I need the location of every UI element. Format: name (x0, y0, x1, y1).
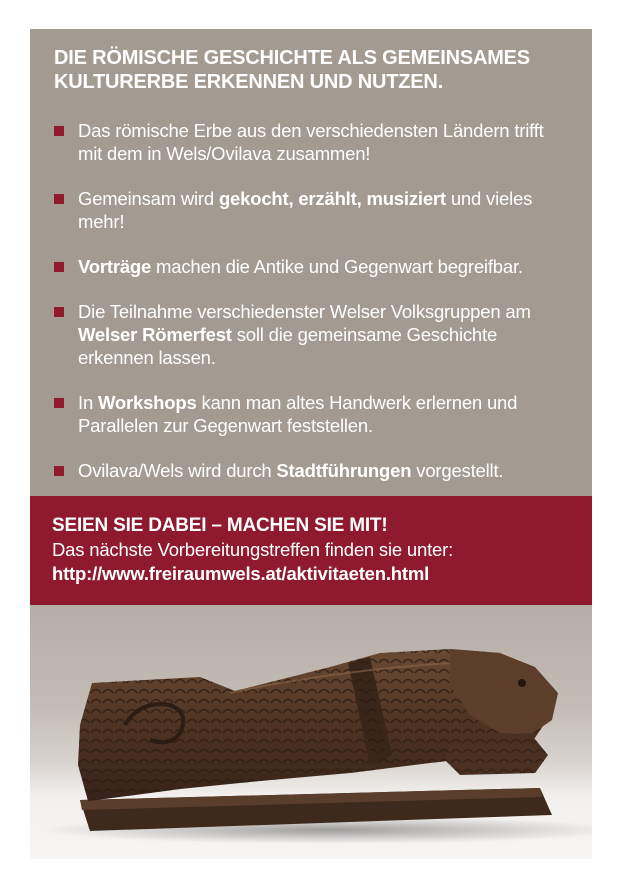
bullet-emphasis: Workshops (97, 392, 197, 413)
bullet-item (52, 187, 572, 233)
carved-lion-image (30, 605, 592, 859)
bullet-text: Die Teilnahme verschiedenster Welser Volksgruppen am (78, 301, 531, 322)
bullet-emphasis: gekocht, erzählt, musiziert (218, 188, 446, 209)
cta-url-link[interactable]: http://www.freiraumwels.at/aktivitaeten.html (52, 563, 430, 584)
bullet-text: kann man altes Handwerk erlernen und Parallelen zur Gegenwart feststellen. (78, 392, 518, 436)
bullet-text: und vieles mehr! (78, 188, 533, 232)
bullet-square-icon (54, 194, 64, 204)
bullet-item (52, 300, 572, 369)
headline (54, 46, 574, 94)
bullet-emphasis: Stadtführungen (276, 460, 412, 481)
bullet-item (52, 255, 572, 278)
headline-line-1: DIE RÖMISCHE GESCHICHTE ALS GEMEINSAMES (54, 47, 530, 69)
lion-sculpture-photo (30, 605, 592, 859)
bullet-text: machen die Antike und Gegenwart begreifbar. (151, 256, 523, 277)
bullet-square-icon (54, 262, 64, 272)
bullet-square-icon (54, 466, 64, 476)
bullet-item (52, 119, 572, 165)
headline-line-2: KULTURERBE ERKENNEN UND NUTZEN. (54, 71, 443, 93)
bullet-square-icon (54, 398, 64, 408)
bullet-item (52, 391, 572, 437)
bullet-text: Ovilava/Wels wird durch (78, 460, 277, 481)
bullet-text: Das römische Erbe aus den verschiedensten Ländern trifft mit dem in Wels/Ovilava zusammen! (78, 120, 544, 164)
cta-title: SEIEN SIE DABEI – MACHEN SIE MIT! (52, 515, 388, 536)
bullet-text: vorgestellt. (411, 460, 504, 481)
flyer-card (30, 29, 592, 859)
bullet-text: Gemeinsam wird (78, 188, 219, 209)
bullet-square-icon (54, 307, 64, 317)
cta-subtitle: Das nächste Vorbereitungstreffen finden sie unter: (52, 539, 454, 560)
bullet-square-icon (54, 126, 64, 136)
bullet-emphasis: Welser Römerfest (78, 324, 232, 345)
bullet-text: In (78, 392, 98, 413)
bullet-emphasis: Vorträge (78, 256, 152, 277)
call-to-action-banner (30, 496, 592, 605)
bullet-text: soll die gemeinsame Geschichte erkennen lassen. (78, 324, 498, 368)
bullet-list (52, 119, 572, 504)
bullet-item (52, 459, 572, 482)
